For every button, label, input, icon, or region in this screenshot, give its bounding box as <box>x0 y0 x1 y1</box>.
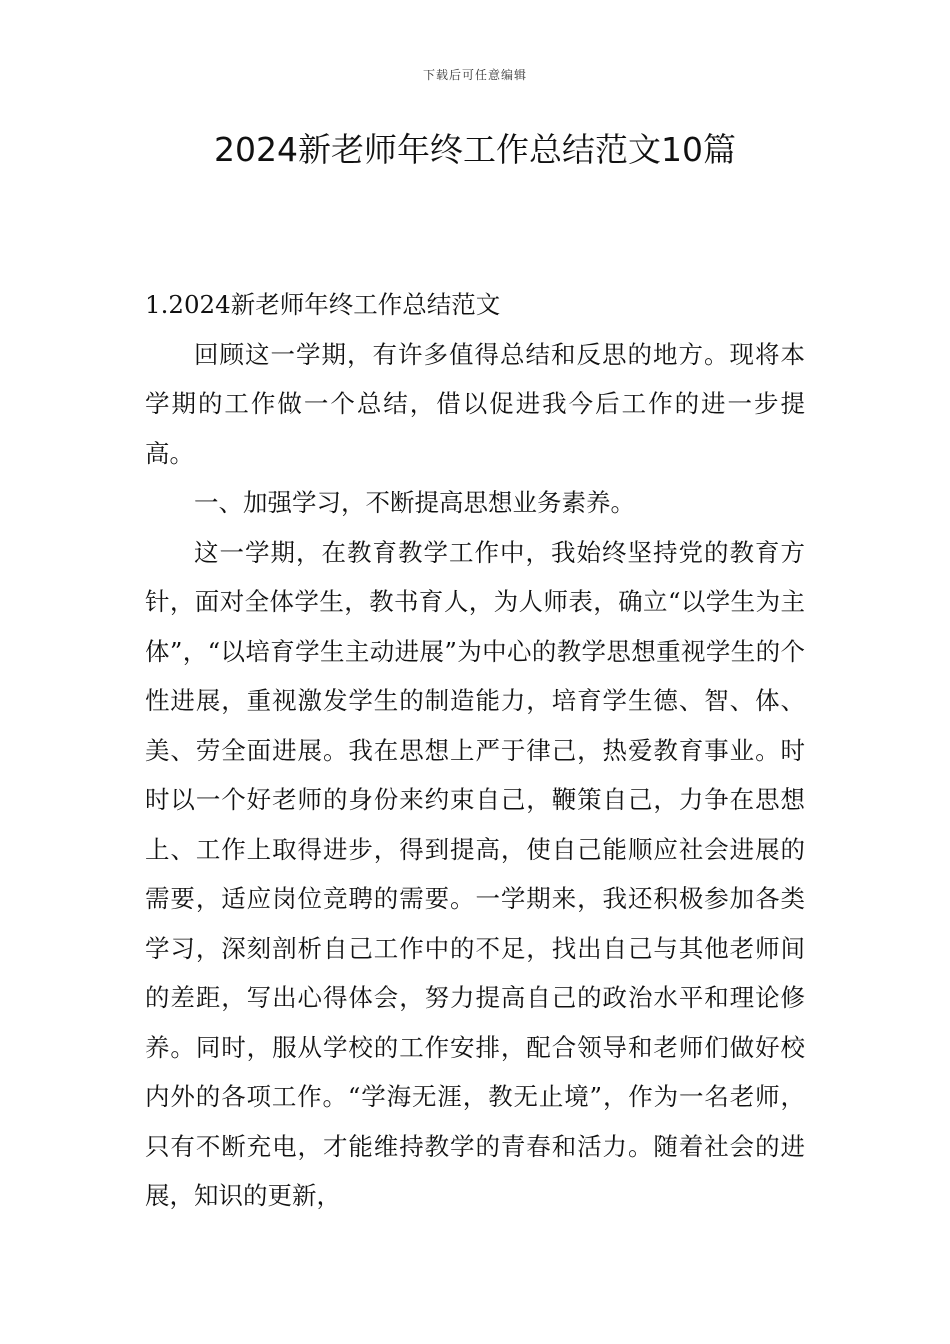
paragraph-subheading: 一、加强学习，不断提高思想业务素养。 <box>194 488 635 517</box>
paragraph-intro: 回顾这一学期，有许多值得总结和反思的地方。现将本学期的工作做一个总结，借以促进我今后工作的进一步提高。 <box>145 339 805 468</box>
document-body <box>145 280 805 1221</box>
document-title: 2024新老师年终工作总结范文10篇 <box>214 130 736 169</box>
page-header-note: 下载后可任意编辑 <box>422 68 527 82</box>
paragraph-body: 这一学期，在教育教学工作中，我始终坚持党的教育方针，面对全体学生，教书育人，为人师表，确立“以学生为主体”，“以培育学生主动进展”为中心的教学思想重视学生的个性进展，重视激发学生的制造能力，培育学生德、智、体、美、劳全面进展。我在思想上严于律己，热爱教育事业。时时以一个好老师的身份来约束自己，鞭策自己，力争在思想上、工作上取得进步，得到提高，使自己能顺应社会进展的需要，适应岗位竞聘的需要。一学期来，我还积极参加各类学习，深刻剖析自己工作中的不足，找出自己与其他老师间的差距，写出心得体会，努力提高自己的政治水平和理论修养。同时，服从学校的工作安排，配合领导和老师们做好校内外的各项工作。“学海无涯，教无止境”，作为一名老师，只有不断充电，才能维持教学的青春和活力。随着社会的进展，知识的更新， <box>145 537 805 1210</box>
section-heading: 1.2024新老师年终工作总结范文 <box>145 290 501 319</box>
